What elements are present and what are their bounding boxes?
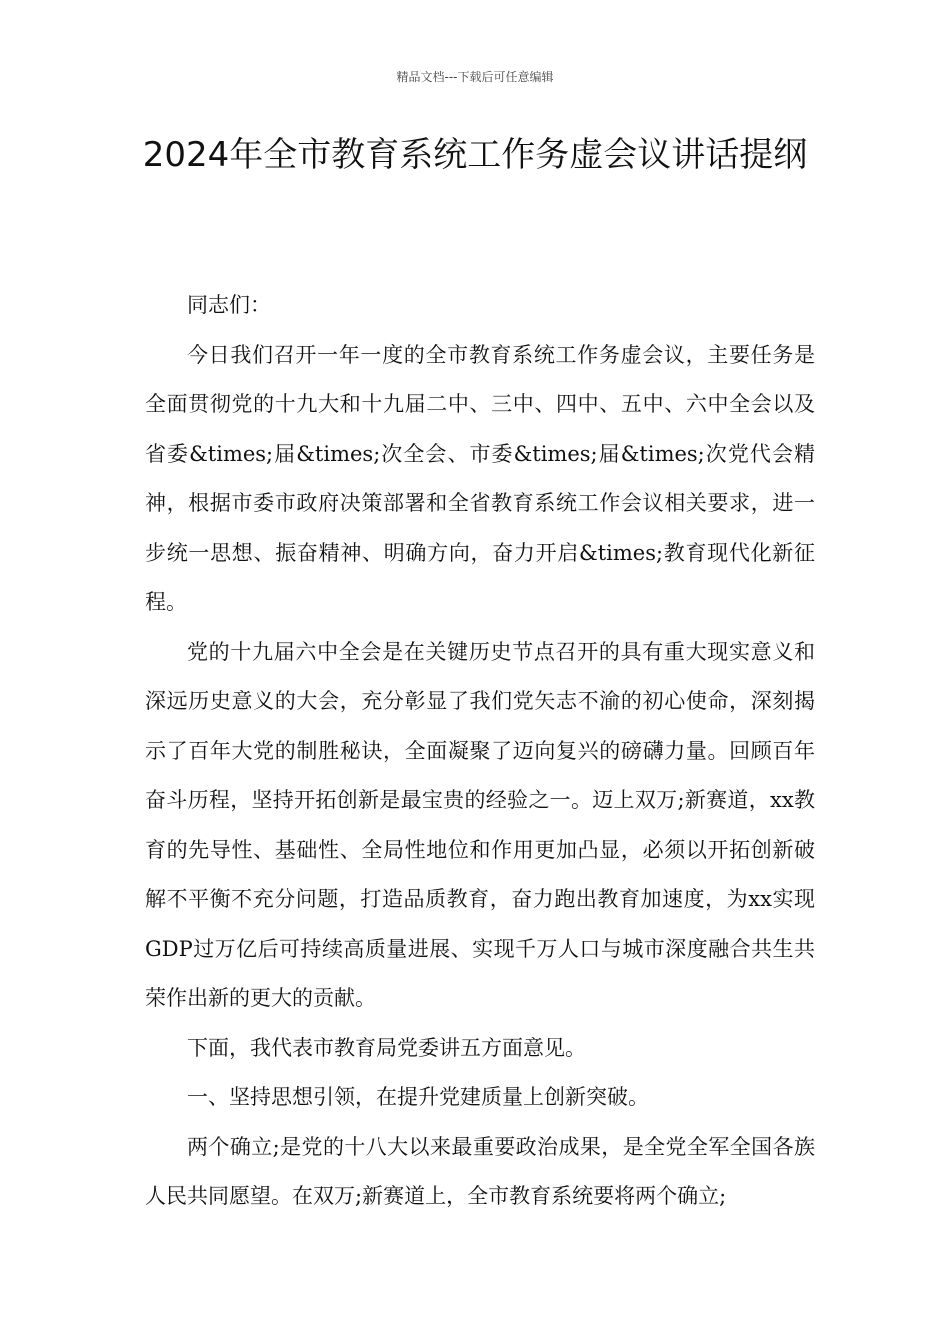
body-paragraph: 今日我们召开一年一度的全市教育系统工作务虚会议，主要任务是全面贯彻党的十九大和十九届二中、三中、四中、五中、六中全会以及省委&times;届&times;次全会、市委&times;届&times;次党代会精神，根据市委市政府决策部署和全省教育系统工作会议相关要求，进一步统一思想、振奋精神、明确方向，奋力开启&times;教育现代化新征程。 — [145, 342, 815, 614]
document-title: 2024年全市教育系统工作务虚会议讲话提纲 — [142, 135, 808, 175]
body-paragraph: 党的十九届六中全会是在关键历史节点召开的具有重大现实意义和深远历史意义的大会，充分彰显了我们党矢志不渝的初心使命，深刻揭示了百年大党的制胜秘诀，全面凝聚了迈向复兴的磅礴力量。回顾百年奋斗历程，坚持开拓创新是最宝贵的经验之一。迈上双万;新赛道，xx教育的先导性、基础性、全局性地位和作用更加凸显，必须以开拓创新破解不平衡不充分问题，打造品质教育，奋力跑出教育加速度，为xx实现GDP过万亿后可持续高质量进展、实现千万人口与城市深度融合共生共荣作出新的更大的贡献。 — [145, 639, 815, 1010]
body-paragraph: 下面，我代表市教育局党委讲五方面意见。 — [187, 1035, 586, 1060]
section-heading: 一、坚持思想引领，在提升党建质量上创新突破。 — [187, 1085, 649, 1109]
document-body — [145, 281, 815, 1222]
salutation-paragraph: 同志们： — [187, 293, 271, 317]
header-note: 精品文档---下载后可任意编辑 — [396, 70, 554, 84]
body-paragraph: 两个确立;是党的十八大以来最重要政治成果，是全党全军全国各族人民共同愿望。在双万;新赛道上，全市教育系统要将两个确立; — [145, 1134, 815, 1208]
